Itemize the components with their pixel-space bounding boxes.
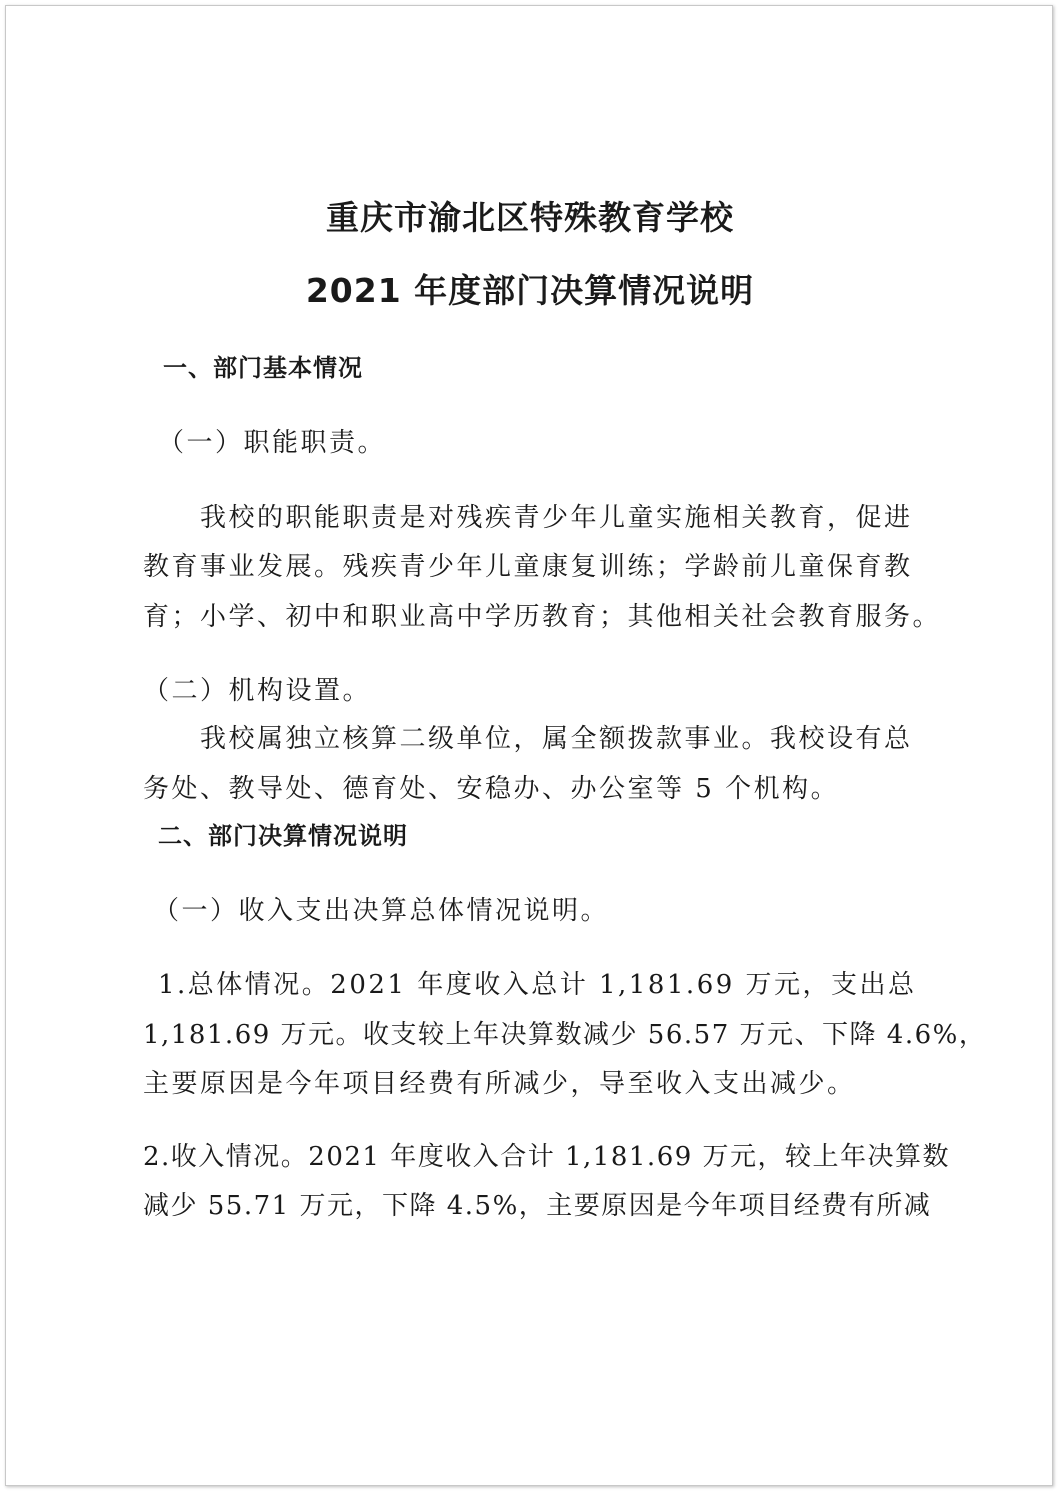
section-1-heading: 一、部门基本情况: [163, 354, 363, 382]
paragraph-line: 我校属独立核算二级单位，属全额拨款事业。我校设有总: [200, 724, 913, 754]
section-1-sub-1-heading: （一）职能职责。: [158, 428, 387, 458]
paragraph-line: 主要原因是今年项目经费有所减少，导至收入支出减少。: [143, 1069, 856, 1099]
paragraph-line: 1,181.69 万元。收支较上年决算数减少 56.57 万元、下降 4.6%，: [143, 1020, 987, 1050]
paragraph-line: 育；小学、初中和职业高中学历教育；其他相关社会教育服务。: [143, 602, 942, 632]
paragraph-line: 我校的职能职责是对残疾青少年儿童实施相关教育，促进: [200, 503, 913, 533]
section-2-sub-1-heading: （一）收入支出决算总体情况说明。: [153, 896, 610, 926]
paragraph-line: 1.总体情况。2021 年度收入总计 1,181.69 万元，支出总: [158, 970, 917, 1000]
paragraph-line: 2.收入情况。2021 年度收入合计 1,181.69 万元，较上年决算数: [143, 1142, 951, 1172]
document-title-line-2: 2021 年度部门决算情况说明: [305, 271, 755, 310]
paragraph-line: 教育事业发展。残疾青少年儿童康复训练；学龄前儿童保育教: [143, 552, 913, 582]
document-title-line-1: 重庆市渝北区特殊教育学校: [326, 198, 734, 237]
section-2-heading: 二、部门决算情况说明: [158, 822, 408, 850]
paragraph-line: 务处、教导处、德育处、安稳办、办公室等 5 个机构。: [143, 774, 840, 804]
section-1-sub-2-heading: （二）机构设置。: [143, 676, 372, 706]
paragraph-line: 减少 55.71 万元，下降 4.5%，主要原因是今年项目经费有所减: [143, 1191, 932, 1221]
